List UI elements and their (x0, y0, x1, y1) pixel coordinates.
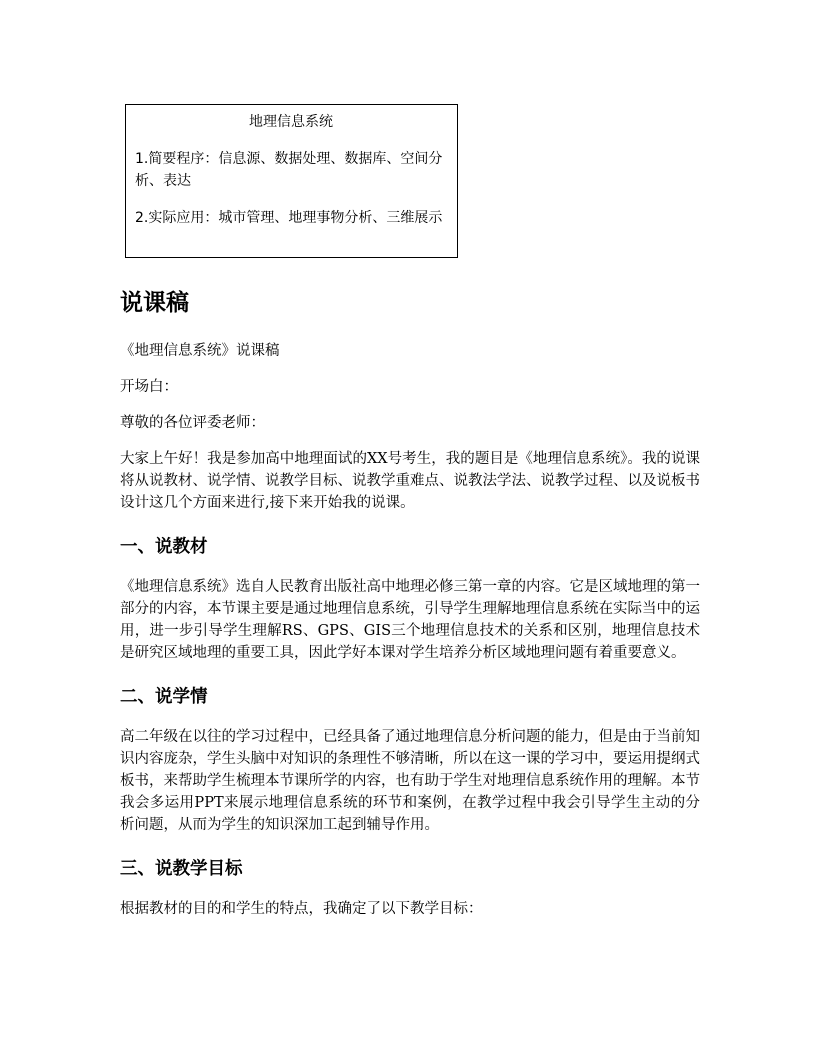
board-title: 地理信息系统 (249, 114, 333, 130)
blackboard-outline-box (125, 104, 458, 258)
opening-label: 开场白： (120, 379, 178, 395)
section-body-students: 高二年级在以往的学习过程中，已经具备了通过地理信息分析问题的能力，但是由于当前知识内容庞杂，学生头脑中对知识的条理性不够清晰，所以在这一课的学习中，要运用提纲式板书，来帮助学生梳理本节课所学的内容，也有助于学生对地理信息系统作用的理解。本节我会多运用PPT来展示地理信息系统的环节和案例，在教学过程中我会引导学生主动的分析问题，从而为学生的知识深加工起到辅导作用。 (120, 729, 700, 833)
greeting: 尊敬的各位评委老师： (120, 415, 265, 431)
document-subtitle: 《地理信息系统》说课稿 (120, 343, 280, 359)
section-heading-students: 二、说学情 (120, 687, 208, 707)
document-body (120, 286, 700, 934)
board-line-application: 2.实际应用：城市管理、地理事物分析、三维展示 (135, 210, 443, 226)
document-title: 说课稿 (120, 290, 189, 316)
section-body-textbook: 《地理信息系统》选自人民教育出版社高中地理必修三第一章的内容。它是区域地理的第一部分的内容，本节课主要是通过地理信息系统，引导学生理解地理信息系统在实际当中的运用，进一步引导学生理解RS、GPS、GIS三个地理信息技术的关系和区别，地理信息技术是研究区域地理的重要工具，因此学好本课对学生培养分析区域地理问题有着重要意义。 (120, 579, 700, 661)
section-heading-textbook: 一、说教材 (120, 537, 208, 557)
section-body-objectives: 根据教材的目的和学生的特点，我确定了以下教学目标： (120, 901, 483, 917)
section-heading-objectives: 三、说教学目标 (120, 859, 243, 879)
intro-paragraph: 大家上午好！我是参加高中地理面试的XX号考生，我的题目是《地理信息系统》。我的说课将从说教材、说学情、说教学目标、说教学重难点、说教法学法、说教学过程、以及说板书设计这几个方面来进行,接下来开始我的说课。 (120, 451, 700, 511)
board-line-procedure: 1.简要程序：信息源、数据处理、数据库、空间分析、表达 (135, 151, 443, 189)
